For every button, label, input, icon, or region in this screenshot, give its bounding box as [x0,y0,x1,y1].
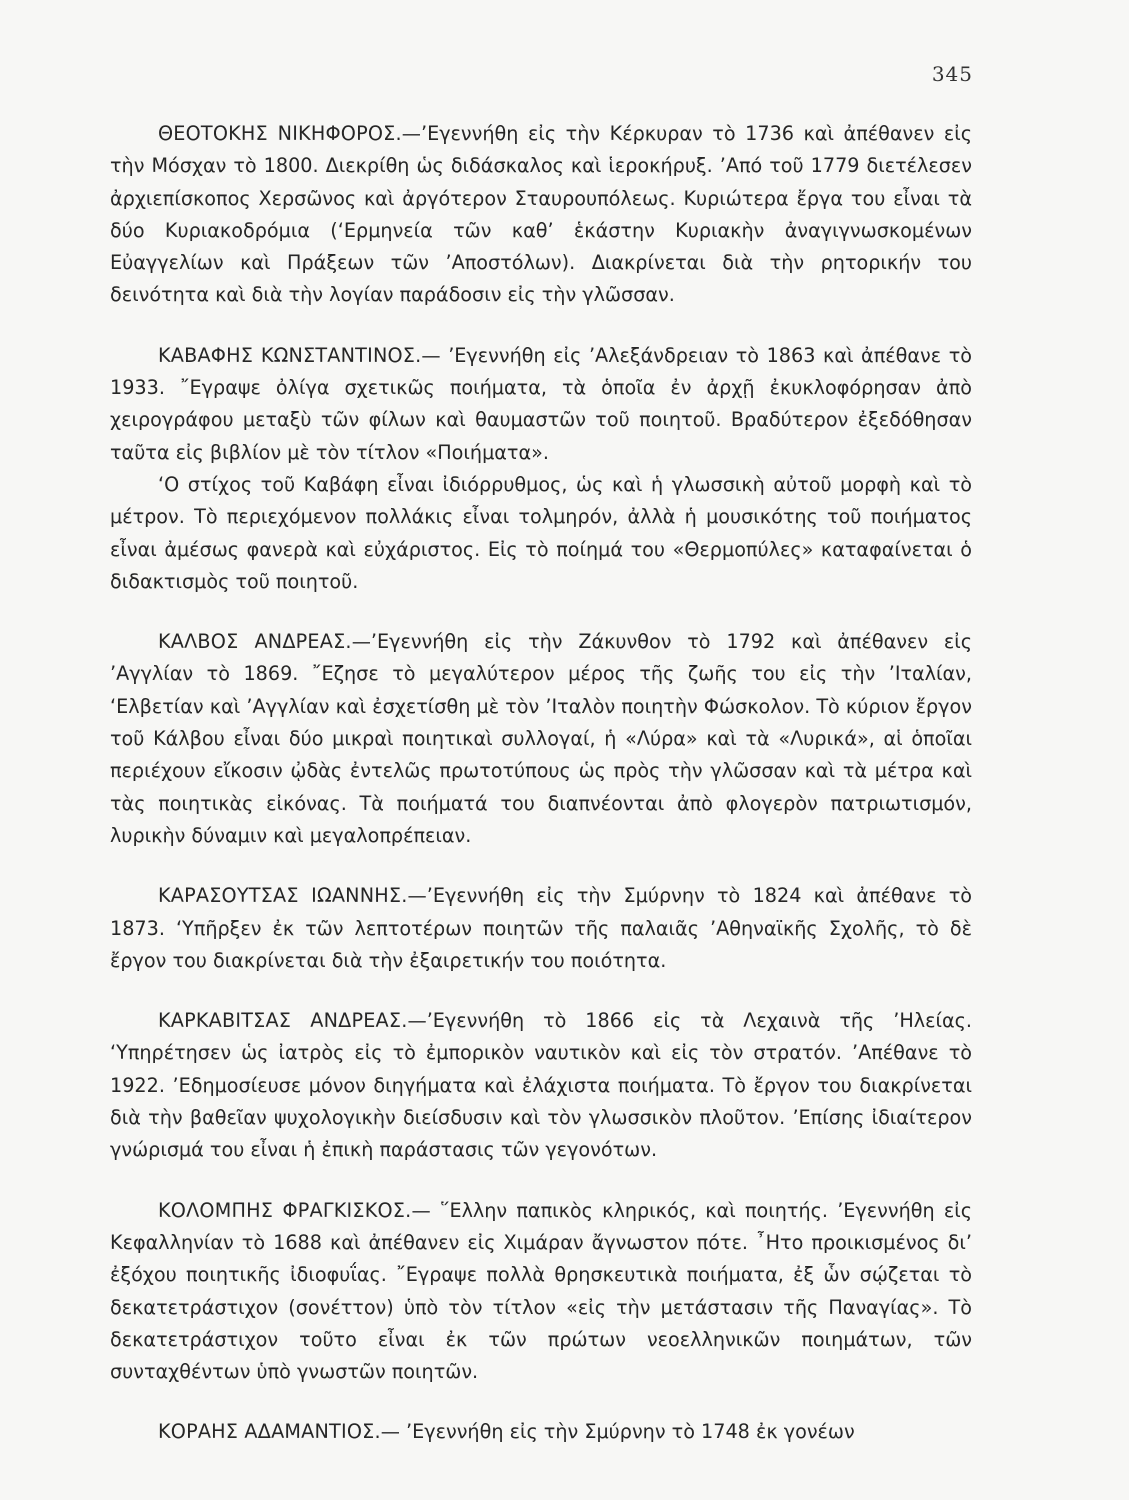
entry-text: —’Εγεννήθη εἰς τὴν Ζάκυνθον τὸ 1792 καὶ ἀπέθανεν εἰς ’Αγγλίαν τὸ 1869. ῎Εζησε τὸ μεγαλύτερον μέρος τῆς ζωῆς του εἰς τὴν ’Ιταλίαν, ‘Ελβετίαν καὶ ’Αγγλίαν καὶ ἐσχετίσθη μὲ τὸν ’Ιταλὸν ποιητὴν Φώσκολον. Τὸ κύριον ἔργον τοῦ Κάλβου εἶναι δύο μικραὶ ποιητικαὶ συλλογαί, ἡ «Λύρα» καὶ τὰ «Λυρικά», αἱ ὁποῖαι περιέχουν εἴκοσιν ᾠδὰς ἐντελῶς πρωτοτύπους ὡς πρὸς τὴν γλῶσσαν καὶ τὰ μέτρα καὶ τὰς ποιητικὰς εἰκόνας. Τὰ ποιήματά του διαπνέονται ἀπὸ φλογερὸν πατριωτισμόν, λυρικὴν δύναμιν καὶ μεγαλοπρέπειαν. [110,630,972,847]
entry-paragraph: ‘Ο στίχος τοῦ Καβάφη εἶναι ἰδιόρρυθμος, ὡς καὶ ἡ γλωσσικὴ αὐτοῦ μορφὴ καὶ τὸ μέτρον. Τὸ περιεχόμενον πολλάκις εἶναι τολμηρόν, ἀλλὰ ἡ μουσικότης τοῦ ποιήματος εἶναι ἀμέσως φανερὰ καὶ εὐχάριστος. Εἰς τὸ ποίημά του «Θερμοπύλες» καταφαίνεται ὁ διδακτισμὸς τοῦ ποιητοῦ. [110,472,972,593]
entry-text: —’Εγεννήθη τὸ 1866 εἰς τὰ Λεχαινὰ τῆς ’Ηλείας. ‘Υπηρέτησεν ὡς ἰατρὸς εἰς τὸ ἐμπορικὸν ναυτικὸν καὶ εἰς τὸν στρατόν. ’Απέθανε τὸ 1922. ’Εδημοσίευσε μόνον διηγήματα καὶ ἐλάχιστα ποιήματα. Τὸ ἔργον του διακρίνεται διὰ τὴν βαθεῖαν ψυχολογικὴν διείσδυσιν καὶ τὸν γλωσσικὸν πλοῦτον. ’Επίσης ἰδιαίτερον γνώρισμά του εἶναι ἡ ἐπικὴ παράστασις τῶν γεγονότων. [110,1009,972,1162]
entry-text: —’Εγεννήθη εἰς τὴν Σμύρνην τὸ 1824 καὶ ἀπέθανε τὸ 1873. ‘Υπῆρξεν ἐκ τῶν λεπτοτέρων ποιητῶν τῆς παλαιᾶς ’Αθηναϊκῆς Σχολῆς, τὸ δὲ ἔργον του διακρίνεται διὰ τὴν ἐξαιρετικήν του ποιότητα. [110,884,972,972]
entry-heading: ΚΑΒΑΦΗΣ ΚΩΝΣΤΑΝΤΙΝΟΣ. [158,343,422,367]
entry-heading: ΚΑΡΚΑΒΙΤΣΑΣ ΑΝΔΡΕΑΣ. [158,1009,408,1033]
entry-heading: ΚΑΛΒΟΣ ΑΝΔΡΕΑΣ. [158,630,352,654]
entry-heading: ΘΕΟΤΟΚΗΣ ΝΙΚΗΦΟΡΟΣ. [158,122,402,145]
biographical-entries [110,118,972,1477]
entry-paragraph [110,626,972,852]
entry-paragraph [110,880,972,977]
entry-heading: ΚΟΡΑΗΣ ΑΔΑΜΑΝΤΙΟΣ. [158,1420,381,1444]
entry-karasoutsas [110,880,972,977]
entry-heading: ΚΟΛΟΜΠΗΣ ΦΡΑΓΚΙΣΚΟΣ. [158,1198,412,1222]
entry-theotokis [110,118,972,312]
entry-text: — ’Εγεννήθη εἰς ’Αλεξάνδρειαν τὸ 1863 καὶ ἀπέθανε τὸ 1933. ῎Εγραψε ὀλίγα σχετικῶς ποιήματα, τὰ ὁποῖα ἐν ἀρχῇ ἐκυκλοφόρησαν ἀπὸ χειρογράφου μεταξὺ τῶν φίλων καὶ θαυμαστῶν τοῦ ποιητοῦ. Βραδύτερον ἐξεδόθησαν ταῦτα εἰς βιβλίον μὲ τὸν τίτλον «Ποιήματα». [110,343,972,464]
page-number: 345 [931,62,973,86]
entry-text: — ’Εγεννήθη εἰς τὴν Σμύρνην τὸ 1748 ἐκ γονέων [380,1420,855,1444]
entry-kolompis [110,1195,972,1389]
entry-paragraph [110,1005,972,1166]
entry-karkavitsas [110,1005,972,1166]
entry-text: — ῞Ελλην παπικὸς κληρικός, καὶ ποιητής. ’Εγεννήθη εἰς Κεφαλληνίαν τὸ 1688 καὶ ἀπέθανεν εἰς Χιμάραν ἄγνωστον πότε. ῏Ητο προικισμένος δι’ ἐξόχου ποιητικῆς ἰδιοφυΐας. ῎Εγραψε πολλὰ θρησκευτικὰ ποιήματα, ἐξ ὧν σῴζεται τὸ δεκατετράστιχον (σονέττον) ὑπὸ τὸν τίτλον «εἰς τὴν μετάστασιν τῆς Παναγίας». Τὸ δεκατετράστιχον τοῦτο εἶναι ἐκ τῶν πρώτων νεοελληνικῶν ποιημάτων, τῶν συνταχθέντων ὑπὸ γνωστῶν ποιητῶν. [110,1198,972,1384]
entry-kavafis [110,340,972,598]
entry-heading: ΚΑΡΑΣΟΥΤΣΑΣ ΙΩΑΝΝΗΣ. [158,884,408,908]
entry-korais [110,1416,972,1448]
entry-paragraph [110,1416,972,1448]
entry-paragraph [110,340,972,469]
entry-paragraph [110,118,972,312]
entry-paragraph [110,1195,972,1389]
entry-kalvos [110,626,972,852]
entry-text: —’Εγεννήθη εἰς τὴν Κέρκυραν τὸ 1736 καὶ ἀπέθανεν εἰς τὴν Μόσχαν τὸ 1800. Διεκρίθη ὡς διδάσκαλος καὶ ἱεροκήρυξ. ’Από τοῦ 1779 διετέλεσεν ἀρχιεπίσκοπος Χερσῶνος καὶ ἀργότερον Σταυρουπόλεως. Κυριώτερα ἔργα του εἶναι τὰ δύο Κυριακοδρόμια (‘Ερμηνεία τῶν καθ’ ἑκάστην Κυριακὴν ἀναγιγνωσκομένων Εὐαγγελίων καὶ Πράξεων τῶν ’Αποστόλων). Διακρίνεται διὰ τὴν ρητορικήν του δεινότητα καὶ διὰ τὴν λογίαν παράδοσιν εἰς τὴν γλῶσσαν. [110,122,972,307]
